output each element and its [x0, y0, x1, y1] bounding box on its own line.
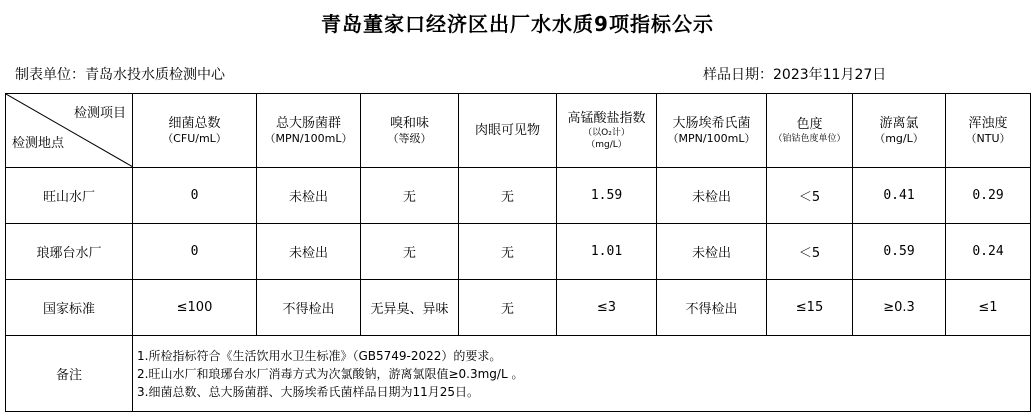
row-label: 琅琊台水厂 — [6, 224, 133, 280]
column-header-unit: （等级） — [387, 132, 432, 145]
column-header-main: 大肠埃希氏菌 — [672, 116, 751, 131]
column-header-unit: （MPN/100mL） — [264, 132, 353, 145]
table-row — [6, 280, 1031, 336]
table-cell: 0.41 — [853, 168, 946, 224]
table-cell: 无异臭、异味 — [361, 280, 459, 336]
table-cell: 未检出 — [257, 224, 361, 280]
row-label: 旺山水厂 — [6, 168, 133, 224]
table-cell: 无 — [459, 224, 557, 280]
column-header-main: 总大肠菌群 — [275, 116, 341, 131]
column-header-main: 高锰酸盐指数 — [567, 111, 646, 126]
column-header — [257, 94, 361, 168]
table-cell: 无 — [459, 280, 557, 336]
diagonal-header-cell — [6, 94, 133, 168]
table-cell: 未检出 — [657, 168, 767, 224]
notes-label: 备注 — [6, 336, 133, 412]
note-line: 3.细菌总数、总大肠菌群、大肠埃希氏菌样品日期为11月25日。 — [137, 384, 479, 399]
table-row — [6, 168, 1031, 224]
sample-date: 样品日期：2023年11月27日 — [703, 67, 887, 83]
table-cell: ≤3 — [557, 280, 657, 336]
column-header — [459, 94, 557, 168]
column-header-main: 游离氯 — [879, 116, 919, 131]
table-cell: ＜5 — [767, 168, 853, 224]
table-cell: 未检出 — [657, 224, 767, 280]
notes-content — [133, 336, 1031, 412]
table-cell: 1.01 — [557, 224, 657, 280]
table-cell: 0.29 — [946, 168, 1031, 224]
table-cell: ≥0.3 — [853, 280, 946, 336]
table-row — [6, 224, 1031, 280]
column-header — [946, 94, 1031, 168]
column-header-unit: （NTU） — [965, 132, 1011, 145]
header-row — [6, 94, 1031, 168]
table-cell: 0.24 — [946, 224, 1031, 280]
column-header-main: 细菌总数 — [168, 116, 221, 131]
table-cell: ≤1 — [946, 280, 1031, 336]
table-cell: 0 — [133, 224, 257, 280]
table-cell: 无 — [361, 224, 459, 280]
table-cell: 不得检出 — [257, 280, 361, 336]
issuing-unit: 制表单位：青岛水投水质检测中心 — [15, 67, 225, 83]
column-header-main: 嗅和味 — [389, 116, 429, 131]
column-header — [361, 94, 459, 168]
table-cell: 0.59 — [853, 224, 946, 280]
column-header — [853, 94, 946, 168]
column-header — [557, 94, 657, 168]
table-cell: 无 — [459, 168, 557, 224]
table-cell: 不得检出 — [657, 280, 767, 336]
table-cell: 无 — [361, 168, 459, 224]
table-cell: ＜5 — [767, 224, 853, 280]
table-cell: ≤15 — [767, 280, 853, 336]
column-header-main: 浑浊度 — [968, 116, 1008, 131]
notes-row — [6, 336, 1031, 412]
table-cell: ≤100 — [133, 280, 257, 336]
column-header — [657, 94, 767, 168]
column-header — [767, 94, 853, 168]
column-header-unit-2: （mg/L） — [586, 140, 627, 150]
page-title: 青岛董家口经济区出厂水水质9项指标公示 — [321, 12, 714, 36]
column-header-main: 色度 — [796, 117, 823, 132]
note-line: 1.所检指标符合《生活饮用水卫生标准》（GB5749-2022）的要求。 — [137, 348, 502, 363]
note-line: 2.旺山水厂和琅琊台水厂消毒方式为次氯酸钠，游离氯限值≥0.3mg/L 。 — [137, 366, 524, 381]
header-location-label: 检测地点 — [12, 136, 65, 151]
column-header-unit: （mg/L） — [874, 132, 924, 145]
table-cell: 1.59 — [557, 168, 657, 224]
column-header-unit: （MPN/100mL） — [667, 132, 756, 145]
column-header-main: 肉眼可见物 — [474, 123, 540, 138]
column-header-unit: （CFU/mL） — [162, 132, 227, 145]
water-quality-table — [5, 93, 1031, 412]
column-header-unit: （铂钴色度单位） — [773, 134, 846, 144]
column-header — [133, 94, 257, 168]
row-label: 国家标准 — [6, 280, 133, 336]
header-item-label: 检测项目 — [73, 106, 126, 121]
column-header-unit: （以O₂计） — [583, 128, 630, 138]
table-cell: 未检出 — [257, 168, 361, 224]
table-cell: 0 — [133, 168, 257, 224]
